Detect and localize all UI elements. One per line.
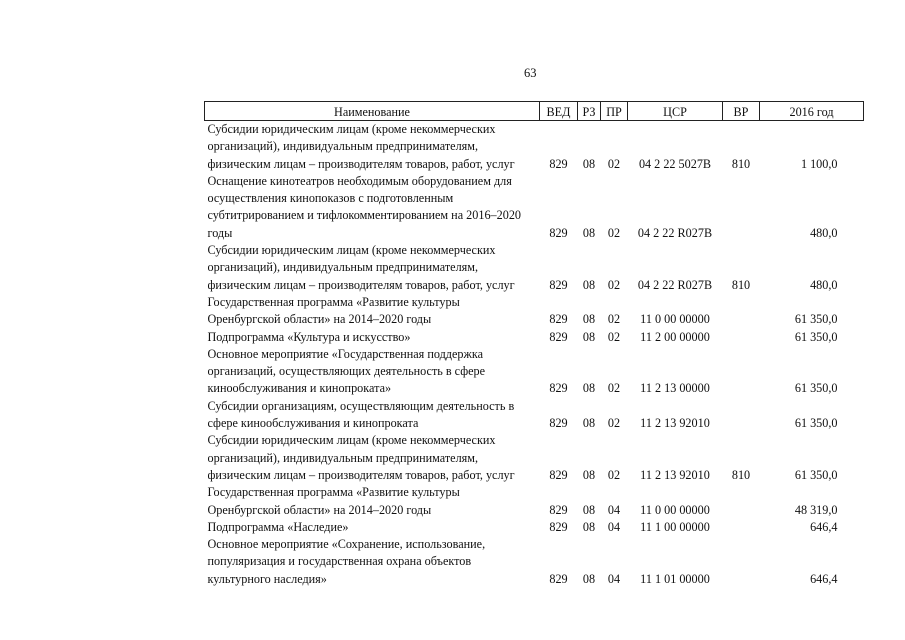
row-ved: 829 — [549, 312, 568, 327]
row-vr — [723, 294, 760, 329]
table-row — [205, 398, 864, 433]
row-name: Субсидии юридическим лицам (кроме некоммерческих организаций), индивидуальным предпринимателям, физическим лицам – производителям товаров, работ, услуг — [207, 122, 515, 171]
row-rz: 08 — [582, 225, 596, 240]
header-row — [205, 102, 864, 121]
row-amount: 61 350,0 — [794, 329, 838, 344]
row-ved: 829 — [549, 502, 568, 517]
row-csr: 11 0 00 00000 — [640, 502, 710, 517]
table-row — [205, 173, 864, 242]
row-vr: 810 — [731, 277, 751, 292]
row-ved: 829 — [549, 571, 568, 586]
row-amount: 48 319,0 — [794, 502, 838, 517]
row-ved: 829 — [549, 277, 568, 292]
row-name: Государственная программа «Развитие культуры Оренбургской области» на 2014–2020 годы — [207, 294, 460, 327]
row-pr: 02 — [607, 225, 621, 240]
row-rz: 08 — [582, 467, 596, 482]
table-row — [205, 519, 864, 536]
row-amount: 646,4 — [810, 519, 838, 534]
row-ved: 829 — [549, 156, 568, 171]
row-csr: 11 2 13 92010 — [640, 416, 710, 431]
column-header-year: 2016 год — [760, 102, 864, 121]
table-row — [205, 294, 864, 329]
row-csr: 04 2 22 5027В — [638, 156, 712, 171]
row-amount: 480,0 — [810, 225, 838, 240]
row-vr — [723, 484, 760, 519]
row-csr: 11 0 00 00000 — [640, 312, 710, 327]
row-ved: 829 — [549, 381, 568, 396]
table-row — [205, 346, 864, 398]
row-rz: 08 — [582, 277, 596, 292]
row-amount: 646,4 — [810, 571, 838, 586]
table-row — [205, 242, 864, 294]
table-body — [205, 121, 864, 589]
row-amount: 1 100,0 — [800, 156, 838, 171]
row-csr: 04 2 22 R027В — [637, 277, 713, 292]
row-amount: 61 350,0 — [794, 312, 838, 327]
column-header-vr: ВР — [723, 102, 760, 121]
column-header-csr: ЦСР — [628, 102, 723, 121]
row-ved: 829 — [549, 225, 568, 240]
row-pr: 04 — [607, 502, 621, 517]
row-vr — [723, 329, 760, 346]
row-pr: 02 — [607, 312, 621, 327]
row-pr: 02 — [607, 381, 621, 396]
row-name: Подпрограмма «Наследие» — [207, 519, 349, 534]
row-pr: 02 — [607, 277, 621, 292]
column-header-rz: РЗ — [578, 102, 601, 121]
row-vr — [723, 173, 760, 242]
row-name: Оснащение кинотеатров необходимым оборудованием для осуществления кинопоказов с подготовленным субтитрированием и тифлокомментированием на 2016–2020 годы — [207, 173, 522, 240]
row-pr: 02 — [607, 416, 621, 431]
row-amount: 480,0 — [810, 277, 838, 292]
row-vr — [723, 519, 760, 536]
row-name: Субсидии юридическим лицам (кроме некоммерческих организаций), индивидуальным предпринимателям, физическим лицам – производителям товаров, работ, услуг — [207, 243, 515, 292]
row-csr: 11 2 13 00000 — [640, 381, 710, 396]
row-csr: 11 2 13 92010 — [640, 467, 710, 482]
row-ved: 829 — [549, 467, 568, 482]
row-amount: 61 350,0 — [794, 416, 838, 431]
row-ved: 829 — [549, 329, 568, 344]
row-pr: 02 — [607, 329, 621, 344]
row-ved: 829 — [549, 519, 568, 534]
row-pr: 02 — [607, 467, 621, 482]
table-header — [205, 102, 864, 121]
row-rz: 08 — [582, 381, 596, 396]
row-name: Подпрограмма «Культура и искусство» — [207, 329, 411, 344]
row-rz: 08 — [582, 329, 596, 344]
row-vr — [723, 536, 760, 588]
row-ved: 829 — [549, 416, 568, 431]
row-amount: 61 350,0 — [794, 381, 838, 396]
row-vr — [723, 398, 760, 433]
row-name: Государственная программа «Развитие культуры Оренбургской области» на 2014–2020 годы — [207, 485, 460, 517]
table-row — [205, 121, 864, 173]
row-rz: 08 — [582, 312, 596, 327]
column-header-name: Наименование — [205, 102, 540, 121]
row-name: Субсидии юридическим лицам (кроме некоммерческих организаций), индивидуальным предпринимателям, физическим лицам – производителям товаров, работ, услуг — [207, 433, 515, 482]
column-header-ved: ВЕД — [540, 102, 578, 121]
row-rz: 08 — [582, 519, 596, 534]
row-rz: 08 — [582, 156, 596, 171]
table-row — [205, 432, 864, 484]
table-row — [205, 329, 864, 346]
row-vr — [723, 346, 760, 398]
column-header-pr: ПР — [601, 102, 628, 121]
row-amount: 61 350,0 — [794, 467, 838, 482]
row-pr: 04 — [607, 519, 621, 534]
row-vr: 810 — [731, 467, 751, 482]
page-number: 63 — [524, 66, 537, 80]
row-csr: 11 1 01 00000 — [640, 571, 710, 586]
budget-table — [204, 101, 864, 588]
row-name: Основное мероприятие «Государственная поддержка организаций, осуществляющих деятельность в сфере кинообслуживания и кинопроката» — [207, 346, 486, 396]
row-name: Основное мероприятие «Сохранение, использование, популяризация и государственная охрана объектов культурного наследия» — [207, 537, 486, 586]
row-rz: 08 — [582, 416, 596, 431]
table-row — [205, 484, 864, 519]
row-rz: 08 — [582, 571, 596, 586]
row-name: Субсидии организациям, осуществляющим деятельность в сфере кинообслуживания и кинопроката — [207, 398, 515, 431]
row-vr: 810 — [731, 156, 751, 171]
row-csr: 04 2 22 R027В — [637, 225, 713, 240]
table-row — [205, 536, 864, 588]
row-pr: 02 — [607, 156, 621, 171]
row-pr: 04 — [607, 571, 621, 586]
row-csr: 11 2 00 00000 — [640, 329, 710, 344]
row-rz: 08 — [582, 502, 596, 517]
row-csr: 11 1 00 00000 — [640, 519, 710, 534]
